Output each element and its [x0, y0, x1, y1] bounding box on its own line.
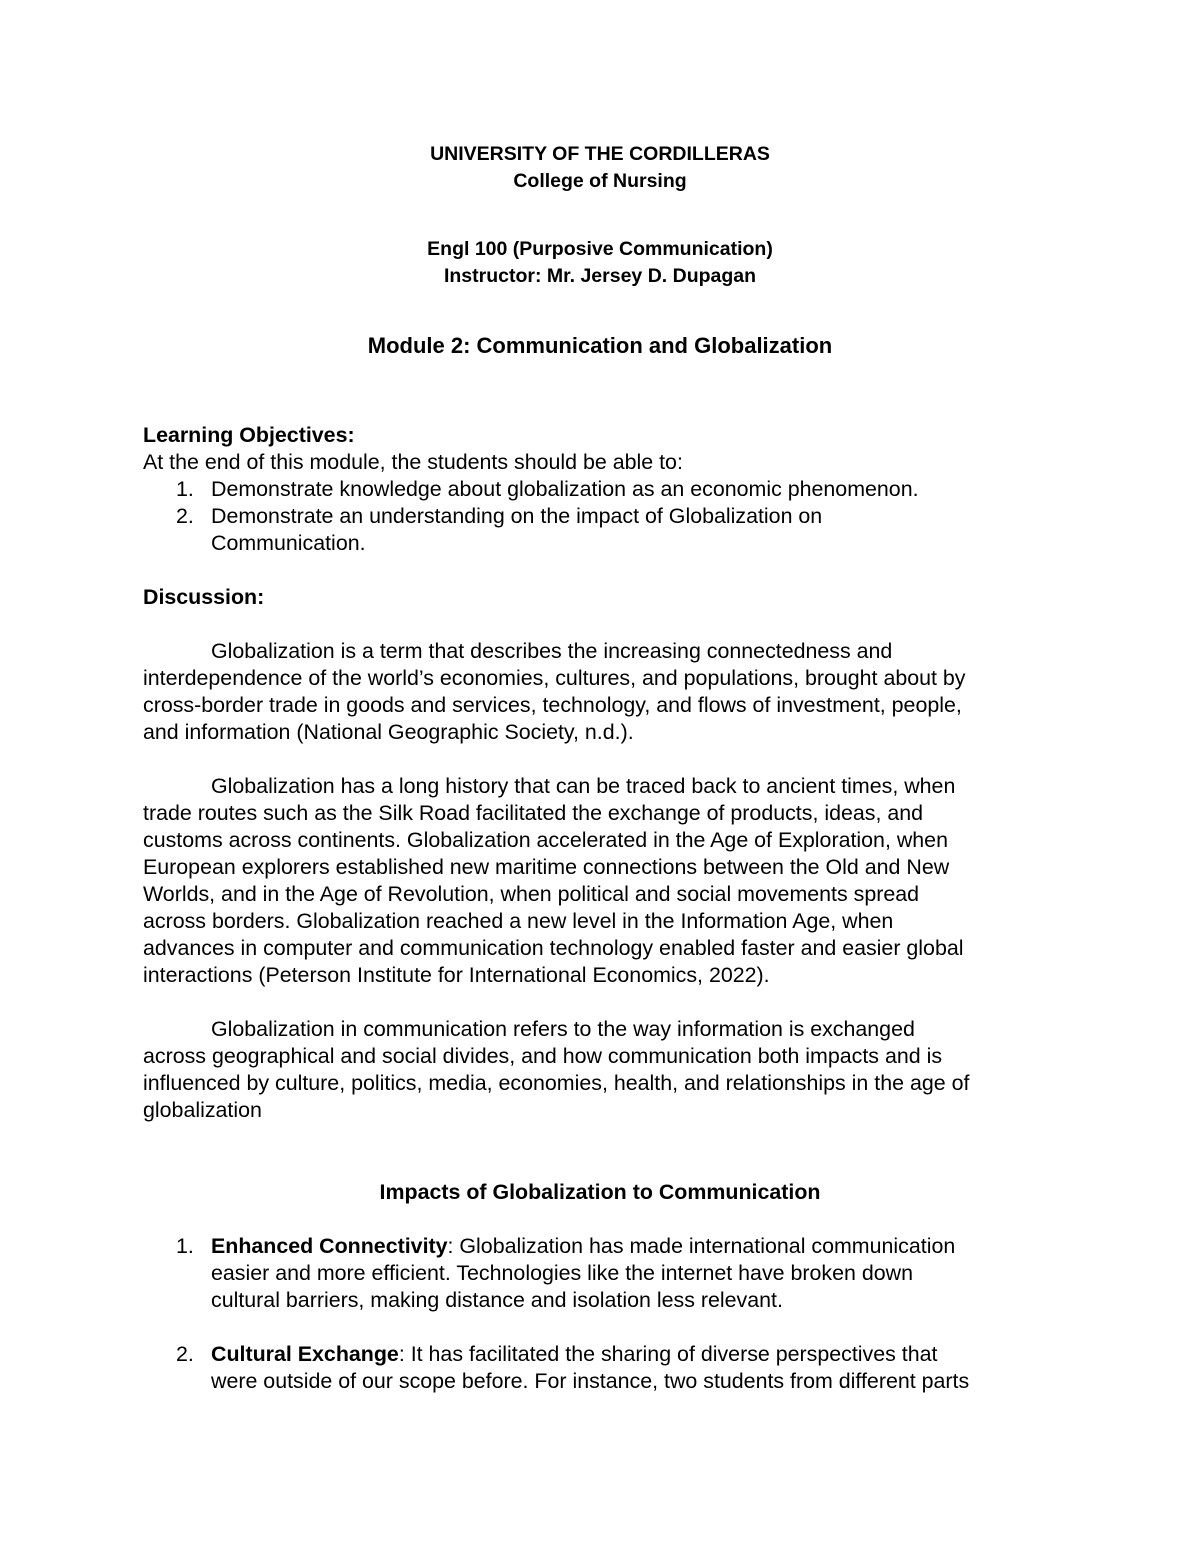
course-title: Engl 100 (Purposive Communication): [427, 238, 773, 260]
impact-text: : Globalization has made international communication: [447, 1234, 956, 1258]
objective-text: Demonstrate an understanding on the impact of Globalization on: [211, 504, 823, 528]
paragraph-line: across borders. Globalization reached a new level in the Information Age, when: [143, 909, 894, 933]
university-name: UNIVERSITY OF THE CORDILLERAS: [430, 143, 770, 165]
impact-number: 1.: [176, 1234, 194, 1258]
discussion-heading: Discussion:: [143, 585, 265, 609]
impact-term: Cultural Exchange: [211, 1342, 399, 1366]
impact-text: cultural barriers, making distance and isolation less relevant.: [211, 1288, 783, 1312]
impact-first-line: [211, 1341, 937, 1368]
paragraph-line: customs across continents. Globalization accelerated in the Age of Exploration, when: [143, 828, 948, 852]
impact-text: were outside of our scope before. For instance, two students from different parts: [211, 1369, 970, 1393]
college-name: College of Nursing: [513, 170, 687, 192]
objective-number: 2.: [176, 504, 194, 528]
paragraph-line: interdependence of the world’s economies, cultures, and populations, brought about by: [143, 666, 966, 690]
objectives-heading: Learning Objectives:: [143, 423, 355, 447]
objective-text: Demonstrate knowledge about globalization as an economic phenomenon.: [211, 477, 919, 501]
impact-first-line: [211, 1233, 955, 1260]
objective-text: Communication.: [211, 531, 366, 555]
paragraph-line: advances in computer and communication technology enabled faster and easier global: [143, 936, 964, 960]
paragraph-line: cross-border trade in goods and services, technology, and flows of investment, people,: [143, 693, 962, 717]
paragraph-line: interactions (Peterson Institute for International Economics, 2022).: [143, 963, 770, 987]
module-title: Module 2: Communication and Globalization: [367, 333, 833, 358]
paragraph-line: influenced by culture, politics, media, economies, health, and relationships in the age of: [143, 1071, 970, 1095]
paragraph-line: across geographical and social divides, and how communication both impacts and is: [143, 1044, 943, 1068]
paragraph-line: globalization: [143, 1098, 262, 1122]
paragraph-line: Globalization in communication refers to the way information is exchanged: [211, 1017, 915, 1041]
paragraph-line: Globalization has a long history that can be traced back to ancient times, when: [211, 774, 956, 798]
paragraph-line: Globalization is a term that describes the increasing connectedness and: [211, 639, 893, 663]
paragraph-line: trade routes such as the Silk Road facilitated the exchange of products, ideas, and: [143, 801, 924, 825]
impact-number: 2.: [176, 1342, 194, 1366]
paragraph-line: Worlds, and in the Age of Revolution, when political and social movements spread: [143, 882, 920, 906]
instructor-name: Instructor: Mr. Jersey D. Dupagan: [443, 265, 757, 287]
impacts-heading: Impacts of Globalization to Communication: [379, 1180, 821, 1204]
paragraph-line: European explorers established new maritime connections between the Old and New: [143, 855, 950, 879]
impact-text: : It has facilitated the sharing of diverse perspectives that: [398, 1342, 938, 1366]
paragraph-line: and information (National Geographic Society, n.d.).: [143, 720, 634, 744]
impact-text: easier and more efficient. Technologies like the internet have broken down: [211, 1261, 913, 1285]
objectives-intro: At the end of this module, the students should be able to:: [143, 450, 683, 474]
impact-term: Enhanced Connectivity: [211, 1234, 448, 1258]
objective-number: 1.: [176, 477, 194, 501]
